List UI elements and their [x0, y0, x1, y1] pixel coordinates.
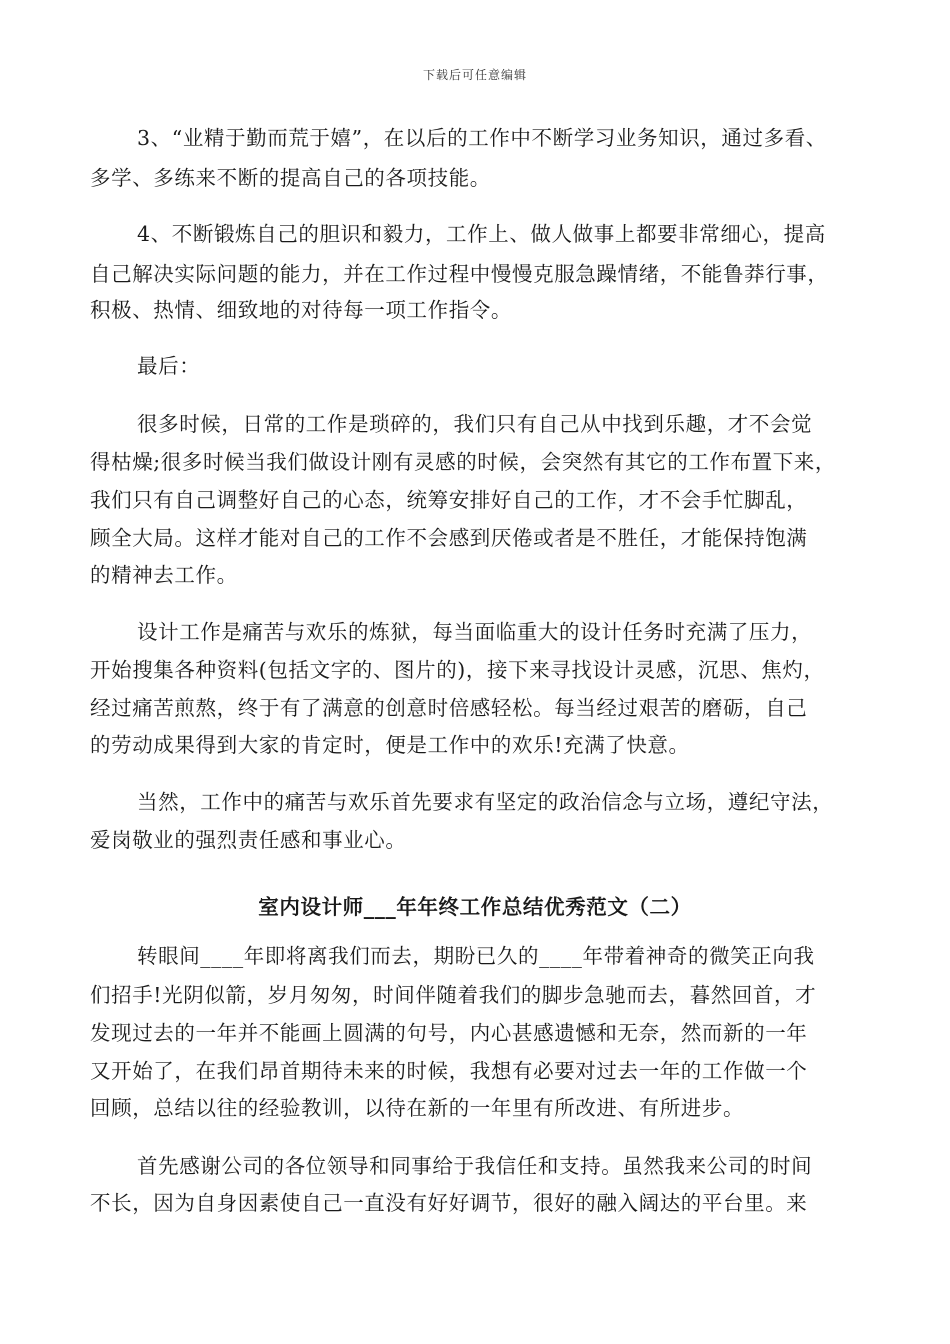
paragraph-line: 发现过去的一年并不能画上圆满的句号，内心甚感遗憾和无奈，然而新的一年 [90, 1021, 808, 1045]
paragraph-line: 积极、热情、细致地的对待每一项工作指令。 [90, 298, 512, 322]
paragraph-line: 4、不断锻炼自己的胆识和毅力，工作上、做人做事上都要非常细心，提高 [137, 222, 826, 246]
paragraph-line: 的精神去工作。 [90, 563, 238, 587]
paragraph-line: 自己解决实际问题的能力，并在工作过程中慢慢克服急躁情绪，不能鲁莽行事， [90, 262, 829, 286]
paragraph-line: 首先感谢公司的各位领导和同事给于我信任和支持。虽然我来公司的时间 [137, 1154, 813, 1178]
paragraph-line: 又开始了，在我们昂首期待未来的时候，我想有必要对过去一年的工作做一个 [90, 1059, 808, 1083]
paragraph-line: 当然，工作中的痛苦与欢乐首先要求有坚定的政治信念与立场，遵纪守法， [137, 790, 834, 814]
paragraph-line: 最后： [137, 354, 201, 378]
paragraph-line: 很多时候，日常的工作是琐碎的，我们只有自己从中找到乐趣，才不会觉 [137, 412, 813, 436]
paragraph-line: 经过痛苦煎熬，终于有了满意的创意时倍感轻松。每当经过艰苦的磨砺，自己 [90, 696, 808, 720]
paragraph-line: 3、“业精于勤而荒于嬉”，在以后的工作中不断学习业务知识，通过多看、 [137, 126, 827, 150]
paragraph-line: 转眼间____年即将离我们而去，期盼已久的____年带着神奇的微笑正向我 [137, 944, 815, 968]
paragraph-line: 我们只有自己调整好自己的心态，统筹安排好自己的工作，才不会手忙脚乱， [90, 488, 808, 512]
paragraph-line: 爱岗敬业的强烈责任感和事业心。 [90, 828, 407, 852]
paragraph-line: 们招手!光阴似箭，岁月匆匆，时间伴随着我们的脚步急驰而去，暮然回首，才 [90, 983, 817, 1007]
paragraph-line: 顾全大局。这样才能对自己的工作不会感到厌倦或者是不胜任，才能保持饱满 [90, 526, 808, 550]
paragraph-line: 回顾，总结以往的经验教训，以待在新的一年里有所改进、有所进步。 [90, 1096, 745, 1120]
paragraph-line: 得枯燥;很多时候当我们做设计刚有灵感的时候，会突然有其它的工作布置下来， [90, 450, 837, 474]
paragraph-line: 不长，因为自身因素使自己一直没有好好调节，很好的融入阔达的平台里。来 [90, 1191, 808, 1215]
paragraph-line: 的劳动成果得到大家的肯定时，便是工作中的欢乐!充满了快意。 [90, 733, 690, 757]
section-title: 室内设计师___年年终工作总结优秀范文（二） [258, 895, 692, 919]
paragraph-line: 开始搜集各种资料(包括文字的、图片的)，接下来寻找设计灵感，沉思、焦灼， [90, 658, 825, 682]
paragraph-line: 设计工作是痛苦与欢乐的炼狱，每当面临重大的设计任务时充满了压力， [137, 620, 813, 644]
page-header: 下载后可任意编辑 [422, 68, 527, 82]
paragraph-line: 多学、多练来不断的提高自己的各项技能。 [90, 166, 491, 190]
